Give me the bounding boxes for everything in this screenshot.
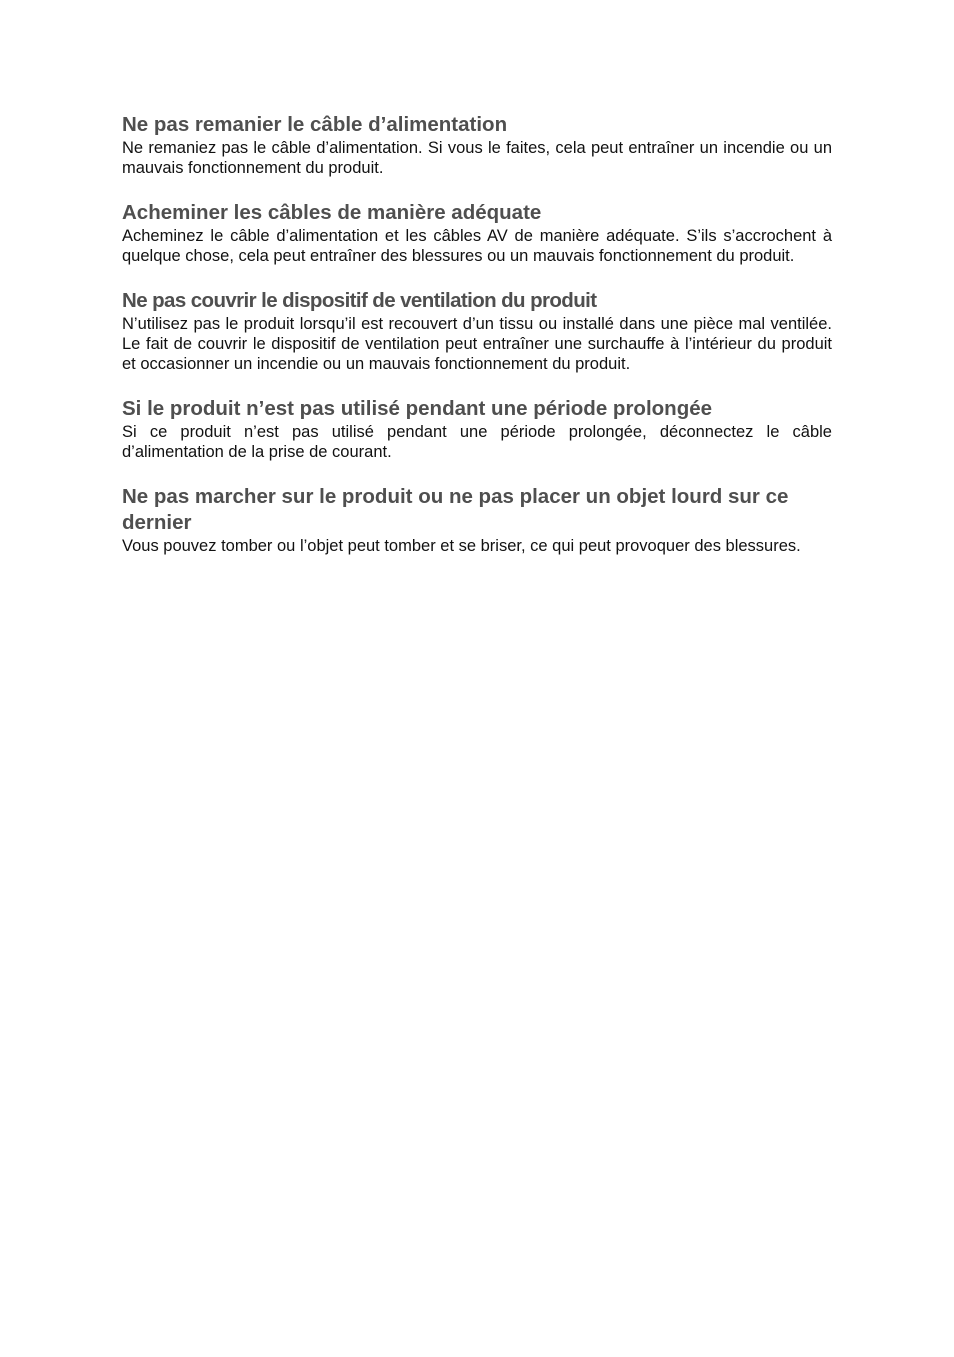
section-cable-routing [122,200,832,266]
section-heading: Si le produit n’est pas utilisé pendant une période prolongée [122,397,713,420]
section-cable-modification [122,112,832,178]
section-heavy-objects [122,484,832,556]
section-heading: Ne pas remanier le câble d’alimentation [122,113,508,136]
section-heading: Ne pas marcher sur le produit ou ne pas placer un objet lourd sur ce dernier [122,485,789,534]
section-body: Acheminez le câble d’alimentation et les câbles AV de manière adéquate. S’ils s’accrochent à quelque chose, cela peut entraîner des blessures ou un mauvais fonctionnement du produit. [122,227,832,265]
section-body: Vous pouvez tomber ou l’objet peut tomber et se briser, ce qui peut provoquer des blessures. [122,537,801,555]
section-ventilation [122,288,832,374]
section-body: Ne remaniez pas le câble d’alimentation. Si vous le faites, cela peut entraîner un incendie ou un mauvais fonctionnement du produit. [122,139,832,177]
section-body: N’utilisez pas le produit lorsqu’il est recouvert d’un tissu ou installé dans une pièce mal ventilée. Le fait de couvrir le dispositif de ventilation peut entraîner une surchauffe à l’intérieur du produit et occasionner un incendie ou un mauvais fonctionnement du produit. [122,315,832,373]
section-heading: Ne pas couvrir le dispositif de ventilation du produit [122,289,597,312]
section-prolonged-disuse [122,396,832,462]
section-body: Si ce produit n’est pas utilisé pendant une période prolongée, déconnectez le câble d’alimentation de la prise de courant. [122,423,832,461]
document-page [122,112,832,578]
section-heading: Acheminer les câbles de manière adéquate [122,201,542,224]
